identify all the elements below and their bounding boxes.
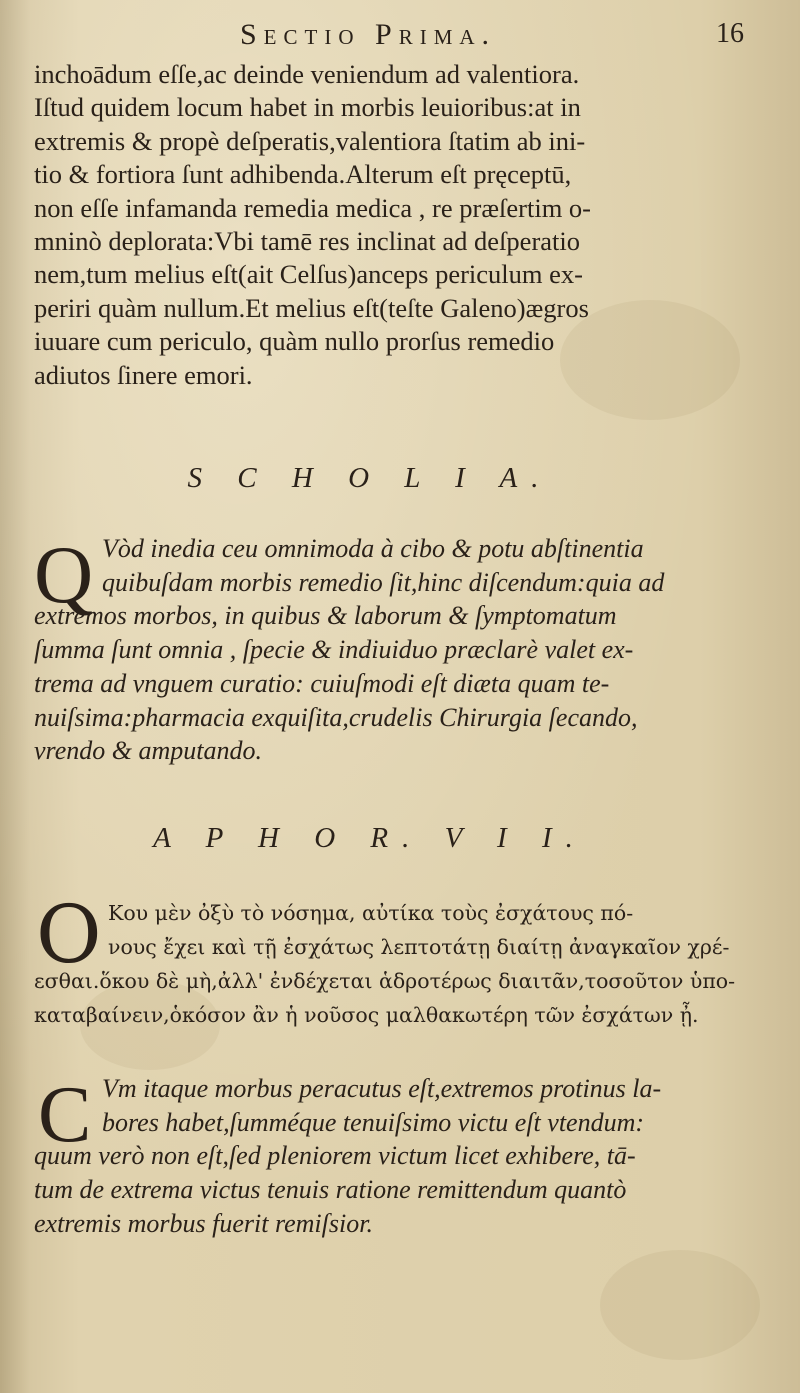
text-line: extremos morbos, in quibus & laborum & ſymptomatum (34, 601, 617, 631)
text-line: Κου μὲν ὀξὺ τὸ νόσημα, αὐτίκα τοὺς ἐσχάτους πό- (108, 901, 634, 925)
paper-stain (600, 1250, 760, 1360)
text-line: nem,tum melius eſt(ait Celſus)anceps periculum ex- (34, 259, 583, 290)
text-line: εσθαι.ὅκου δὲ μὴ,ἀλλ' ἐνδέχεται ἁδροτέρως διαιτᾶν,τοσοῦτον ὑπο- (34, 969, 736, 993)
text-line: mninò deplorata:Vbi tamē res inclinat ad deſperatio (34, 226, 581, 257)
drop-cap: C (38, 1071, 92, 1159)
text-line: nuiſsima:pharmacia exquiſita,crudelis Chirurgia ſecando, (34, 702, 638, 732)
drop-cap: Q (34, 529, 94, 620)
text-line: Vòd inedia ceu omnimoda à cibo & potu abſtinentia (102, 534, 644, 563)
aphorism-heading: A P H O R. V I I. (153, 822, 587, 854)
text-line: adiutos ſinere emori. (34, 359, 253, 390)
text-line: Vm itaque morbus peracutus eſt,extremos protinus la- (102, 1074, 662, 1103)
text-line: ſumma ſunt omnia , ſpecie & indiuiduo præclarè valet ex- (34, 635, 634, 665)
text-line: inchoādum eſſe,ac deinde veniendum ad valentiora. (34, 59, 580, 89)
drop-cap: O (36, 888, 102, 981)
greek-aphorism (34, 888, 759, 1032)
text-line: non eſſe infamanda remedia medica , re præſertim o- (34, 192, 592, 223)
text-line: bores habet,ſumméque tenuiſsimo victu eſt vtendum: (102, 1107, 645, 1137)
text-line: quum verò non eſt,ſed pleniorem victum licet exhibere, tā- (34, 1141, 636, 1171)
text-line: tum de extrema victus tenuis ratione remittendum quantò (34, 1175, 627, 1205)
text-line: νους ἔχει καὶ τῇ ἐσχάτως λεπτοτάτῃ διαίτῃ ἀναγκαῖον χρέ- (108, 935, 730, 959)
page-number: 16 (716, 18, 744, 49)
scholia-heading: S C H O L I A. (187, 462, 553, 494)
text-line: quibuſdam morbis remedio ſit,hinc diſcendum:quia ad (102, 567, 665, 597)
text-line: periri quàm nullum.Et melius eſt(teſte Galeno)ægros (34, 292, 589, 323)
text-line: iuuare cum periculo, quàm nullo prorſus remedio (34, 326, 555, 357)
scholia-text (34, 529, 759, 768)
text-line: extremis morbus fuerit remiſsior. (34, 1208, 373, 1238)
main-text (34, 58, 759, 392)
text-line: καταβαίνειν,ὁκόσον ἂν ἡ νοῦσος μαλθακωτέρη τῶν ἐσχάτων ᾖ. (34, 1003, 699, 1027)
text-line: extremis & propè deſperatis,valentiora ſtatim ab ini- (34, 125, 586, 156)
text-line: Iſtud quidem locum habet in morbis leuioribus:at in (34, 92, 581, 123)
text-line: vrendo & amputando. (34, 736, 262, 766)
text-line: tio & fortiora ſunt adhibenda.Alterum eſt pręceptū, (34, 159, 572, 190)
latin-translation (34, 1072, 759, 1241)
running-head: Sectio Prima. (240, 18, 497, 51)
text-line: trema ad vnguem curatio: cuiuſmodi eſt diæta quam te- (34, 668, 610, 698)
page-header (0, 10, 800, 58)
